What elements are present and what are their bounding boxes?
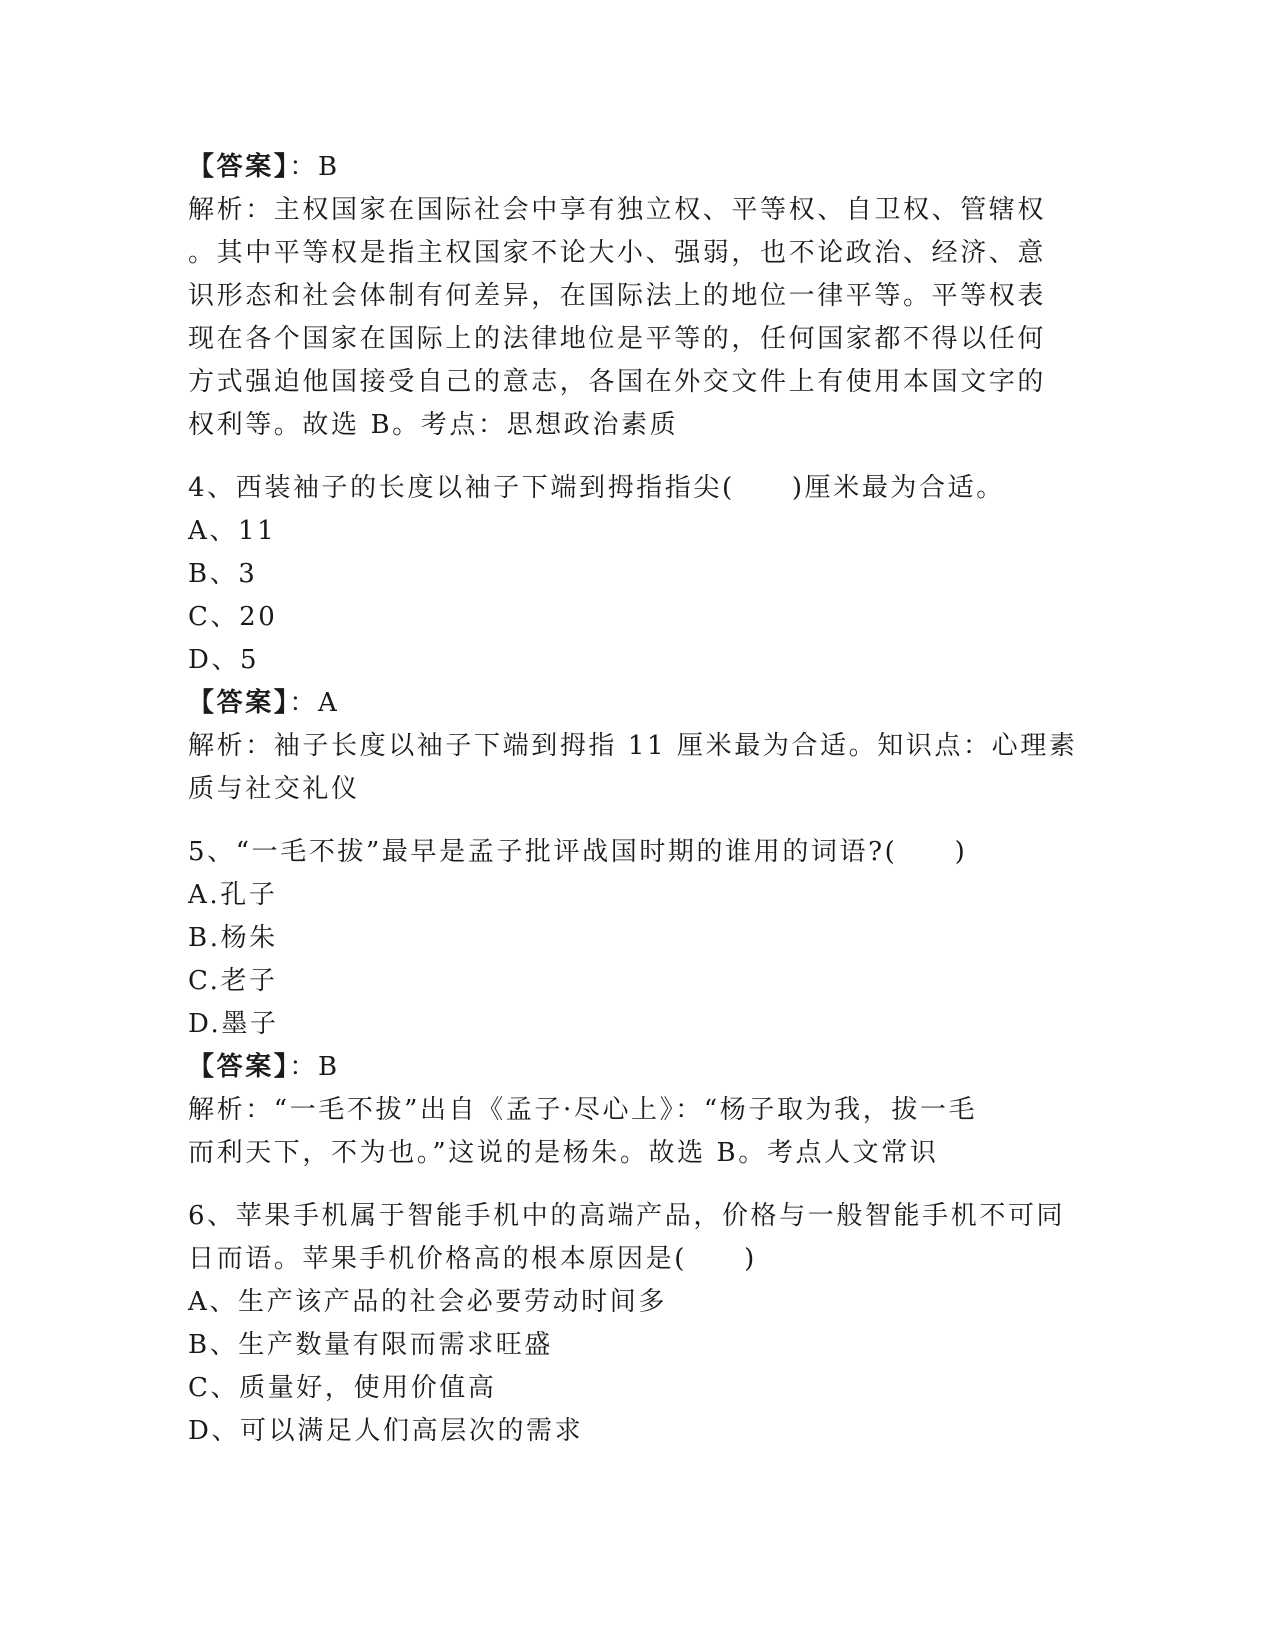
option-b: B.杨朱 xyxy=(188,923,278,953)
answer-line xyxy=(188,682,1088,725)
answer-value: ：B xyxy=(289,152,340,182)
explanation-line: 权利等。故选 B。考点：思想政治素质 xyxy=(188,410,679,440)
answer-line xyxy=(188,1046,1088,1089)
explanation-line: 而利天下，不为也。”这说的是杨朱。故选 B。考点人文常识 xyxy=(188,1138,939,1168)
explanation-line: 方式强迫他国接受自己的意志，各国在外交文件上有使用本国文字的 xyxy=(188,367,1047,397)
spacer xyxy=(188,811,1088,831)
question-stem: 6、苹果手机属于智能手机中的高端产品，价格与一般智能手机不可同 xyxy=(188,1201,1066,1231)
spacer xyxy=(188,1175,1088,1195)
question-stem: 5、“一毛不拔”最早是孟子批评战国时期的谁用的词语?( ) xyxy=(188,837,968,867)
question-stem: 日而语。苹果手机价格高的根本原因是( ) xyxy=(188,1244,757,1274)
answer-value: ：A xyxy=(289,688,340,718)
question-stem: 4、西装袖子的长度以袖子下端到拇指指尖( )厘米最为合适。 xyxy=(188,473,1005,503)
document-page xyxy=(188,146,1088,1453)
option-a: A、11 xyxy=(188,516,277,546)
option-c: C、20 xyxy=(188,602,278,632)
spacer xyxy=(188,447,1088,467)
answer-label: 【答案】 xyxy=(188,1052,290,1082)
option-d: D、5 xyxy=(188,645,260,675)
explanation-line: 质与社交礼仪 xyxy=(188,774,360,804)
explanation-line: 解析：主权国家在国际社会中享有独立权、平等权、自卫权、管辖权 xyxy=(188,195,1047,225)
answer-label: 【答案】 xyxy=(188,688,290,718)
option-c: C.老子 xyxy=(188,966,278,996)
explanation-line: 。其中平等权是指主权国家不论大小、强弱，也不论政治、经济、意 xyxy=(188,238,1047,268)
explanation-line: 现在各个国家在国际上的法律地位是平等的，任何国家都不得以任何 xyxy=(188,324,1047,354)
option-d: D、可以满足人们高层次的需求 xyxy=(188,1416,584,1446)
explanation-line: 识形态和社会体制有何差异，在国际法上的地位一律平等。平等权表 xyxy=(188,281,1047,311)
explanation-line: 解析：袖子长度以袖子下端到拇指 11 厘米最为合适。知识点：心理素 xyxy=(188,731,1078,761)
option-a: A.孔子 xyxy=(188,880,278,910)
answer-line xyxy=(188,146,1088,189)
option-d: D.墨子 xyxy=(188,1009,279,1039)
answer-value: ：B xyxy=(289,1052,340,1082)
option-b: B、生产数量有限而需求旺盛 xyxy=(188,1330,553,1360)
option-c: C、质量好，使用价值高 xyxy=(188,1373,497,1403)
answer-label: 【答案】 xyxy=(188,152,290,182)
option-b: B、3 xyxy=(188,559,258,589)
option-a: A、生产该产品的社会必要劳动时间多 xyxy=(188,1287,667,1317)
explanation-line: 解析：“一毛不拔”出自《孟子·尽心上》：“杨子取为我，拔一毛 xyxy=(188,1095,978,1125)
